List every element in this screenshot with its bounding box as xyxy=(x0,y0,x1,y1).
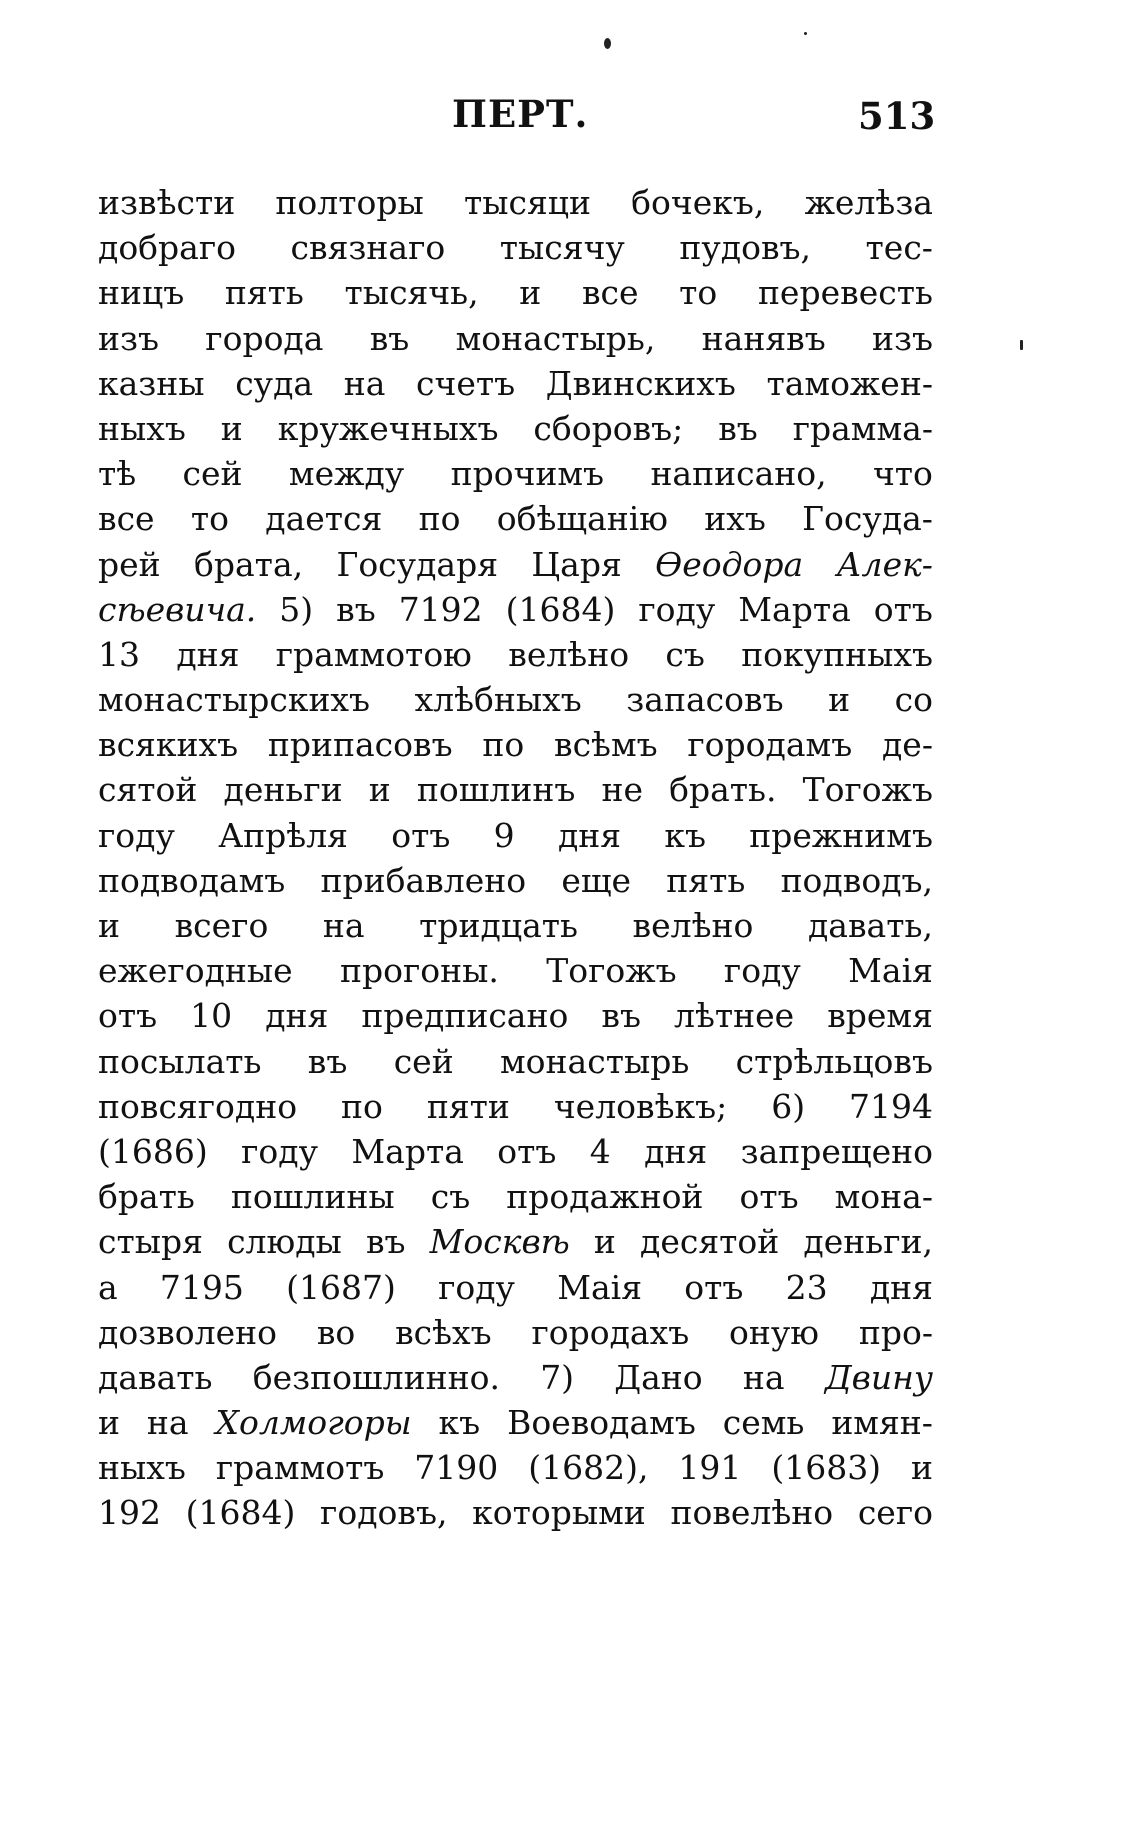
text-line: подводамъ прибавлено еще пять подводъ, xyxy=(98,860,933,900)
text-line: рей брата, Государя Царя Ѳеодора Алек- xyxy=(98,544,933,584)
text-line: стыря слюды въ Москвѣ и десятой деньги, xyxy=(98,1222,933,1262)
ink-speck xyxy=(604,38,611,49)
text-line: повсягодно по пяти человѣкъ; 6) 7194 xyxy=(98,1086,933,1126)
text-line: изъ города въ монастырь, нанявъ изъ xyxy=(98,318,933,358)
text-line: ныхъ и кружечныхъ сборовъ; въ грамма- xyxy=(98,408,933,448)
text-line: и на Холмогоры къ Воеводамъ семь имян- xyxy=(98,1403,933,1443)
body-text xyxy=(98,180,933,1536)
text-line: ныхъ граммотъ 7190 (1682), 191 (1683) и xyxy=(98,1448,933,1488)
text-line: все то дается по обѣщанію ихъ Госуда- xyxy=(98,499,933,539)
ink-speck xyxy=(804,32,807,35)
text-line: а 7195 (1687) году Маія отъ 23 дня xyxy=(98,1267,933,1307)
page-number: 513 xyxy=(858,94,936,138)
text-line: и всего на тридцать велѣно давать, xyxy=(98,906,933,945)
text-line: всякихъ припасовъ по всѣмъ городамъ де- xyxy=(98,725,933,765)
ink-speck xyxy=(1020,340,1023,350)
text-line: ежегодные прогоны. Тогожъ году Маія xyxy=(98,951,933,991)
text-line: посылать въ сей монастырь стрѣльцовъ xyxy=(98,1041,933,1081)
text-line: сятой деньги и пошлинъ не брать. Тогожъ xyxy=(98,770,933,810)
text-line: тѣ сей между прочимъ написано, что xyxy=(98,454,933,494)
text-line: отъ 10 дня предписано въ лѣтнее время xyxy=(98,996,933,1036)
text-line: добраго связнаго тысячу пудовъ, тес- xyxy=(98,228,933,268)
text-line: 192 (1684) годовъ, которыми повелѣно сего xyxy=(98,1493,933,1533)
text-line: извѣсти полторы тысяци бочекъ, желѣза xyxy=(98,183,933,222)
text-line: дозволено во всѣхъ городахъ оную про- xyxy=(98,1312,933,1352)
text-line: брать пошлины съ продажной отъ мона- xyxy=(98,1177,933,1217)
text-line: (1686) году Марта отъ 4 дня запрещено xyxy=(98,1131,933,1171)
page-header xyxy=(0,92,1140,142)
text-line: давать безпошлинно. 7) Дано на Двину xyxy=(98,1357,933,1397)
text-line: ницъ пять тысячь, и все то перевесть xyxy=(98,273,933,313)
running-head: ПЕРТ. xyxy=(452,92,589,136)
text-line: году Апрѣля отъ 9 дня къ прежнимъ xyxy=(98,815,933,855)
text-line: сѣевича. 5) въ 7192 (1684) году Марта отъ xyxy=(98,589,933,629)
text-line: монастырскихъ хлѣбныхъ запасовъ и со xyxy=(98,680,933,720)
text-line: 13 дня граммотою велѣно съ покупныхъ xyxy=(98,634,933,674)
text-line: казны суда на счетъ Двинскихъ таможен- xyxy=(98,363,933,403)
